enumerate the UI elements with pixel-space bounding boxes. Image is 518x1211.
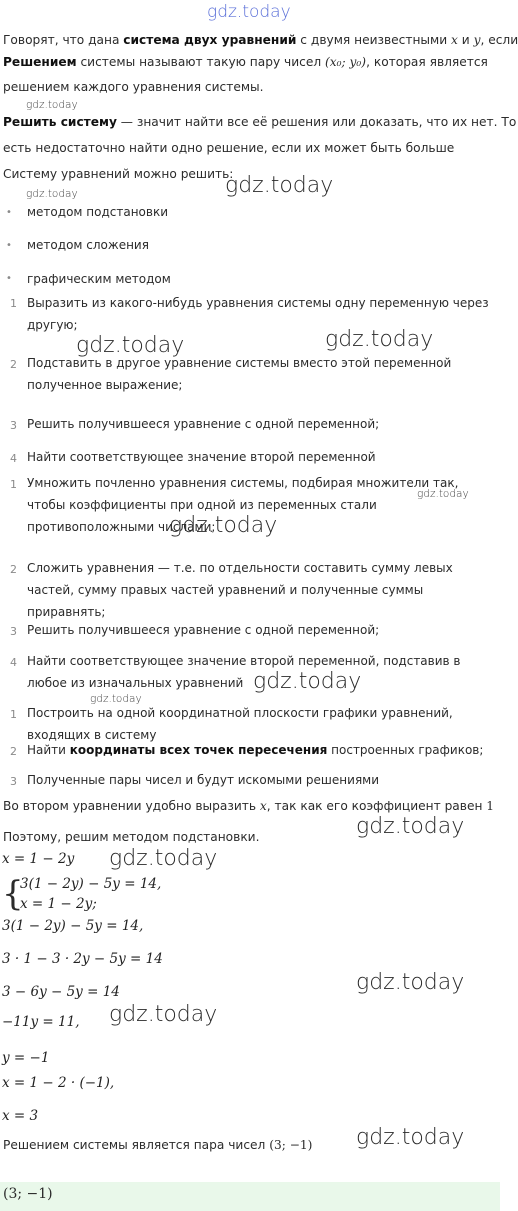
intro-text: и	[457, 33, 474, 47]
solution-pair: (3; −1)	[269, 1138, 313, 1152]
system-brace: {	[2, 874, 24, 914]
intro-text: — значит найти все её решения или доказать, что их нет. То	[116, 115, 517, 129]
watermark: gdz.today	[26, 99, 78, 111]
math-line: 3 − 6y − 5y = 14	[2, 984, 120, 1000]
step-text: Найти	[27, 743, 70, 757]
list-item	[27, 739, 492, 761]
step-number: 4	[10, 656, 17, 669]
list-item: методом подстановки	[27, 205, 169, 219]
intro-line-5: есть недостаточно найти одно решение, если их может быть больше	[3, 141, 455, 155]
intro-bold-term: система двух уравнений	[123, 33, 297, 47]
intro-line-3: решением каждого уравнения системы.	[3, 80, 264, 94]
step-number: 3	[10, 775, 17, 788]
solution-final	[3, 1134, 312, 1156]
bullet-icon: •	[6, 273, 12, 284]
math-line: 3 · 1 − 3 · 2y − 5y = 14	[2, 951, 163, 967]
step-number: 2	[10, 745, 17, 758]
intro-text: , если	[480, 33, 518, 47]
watermark: gdz.today	[356, 970, 465, 995]
var-x: x	[451, 33, 458, 47]
intro-bold-term: Решить систему	[3, 115, 117, 129]
math-line: y = −1	[2, 1050, 50, 1066]
intro-text: Говорят, что дана	[3, 33, 124, 47]
intro-line-2	[3, 51, 488, 73]
intro-line-1	[3, 29, 518, 51]
watermark: gdz.today	[356, 814, 465, 839]
watermark: gdz.today	[253, 669, 362, 694]
math-line: x = 1 − 2 · (−1),	[2, 1075, 115, 1091]
list-item: Выразить из какого-нибудь уравнения системы одну переменную через другую;	[27, 296, 489, 332]
math-line: −11y = 11,	[2, 1014, 80, 1030]
system-equation-1: 3(1 − 2y) − 5y = 14,	[20, 876, 162, 892]
intro-text: , которая является	[366, 55, 488, 69]
var-y: y	[473, 33, 481, 47]
step-number: 1	[10, 478, 17, 491]
watermark: gdz.today	[169, 513, 278, 538]
watermark: gdz.today	[90, 693, 142, 705]
list-item: Подставить в другое уравнение системы вместо этой переменной полученное выражение;	[27, 356, 452, 392]
math-line: x = 3	[2, 1108, 39, 1124]
list-item: Решить получившееся уравнение с одной переменной;	[27, 417, 380, 431]
list-item: Найти соответствующее значение второй переменной	[27, 450, 376, 464]
intro-text: с двумя неизвестными	[296, 33, 452, 47]
answer-value: (3; −1)	[3, 1186, 53, 1202]
step-bold-term: координаты всех точек пересечения	[69, 743, 328, 757]
list-item: Найти соответствующее значение второй переменной, подставив в любое из изначальных уравнений	[27, 654, 461, 690]
intro-text: системы называют такую пару чисел	[76, 55, 326, 69]
math-line: 3(1 − 2y) − 5y = 14,	[2, 918, 144, 934]
watermark-top: gdz.today	[207, 2, 291, 22]
solution-text: Во втором уравнении удобно выразить	[3, 799, 260, 813]
coefficient: 1	[486, 799, 495, 813]
watermark: gdz.today	[225, 173, 334, 198]
solution-text: , так как его коэффициент равен	[266, 799, 487, 813]
list-item: Решить получившееся уравнение с одной переменной;	[27, 623, 380, 637]
solution-line-2: Поэтому, решим методом подстановки.	[3, 830, 260, 844]
watermark: gdz.today	[109, 1002, 218, 1027]
bullet-icon: •	[6, 207, 12, 218]
watermark: gdz.today	[325, 327, 434, 352]
list-item: методом сложения	[27, 238, 149, 252]
step-number: 1	[10, 708, 17, 721]
watermark: gdz.today	[109, 846, 218, 871]
step-number: 2	[10, 563, 17, 576]
watermark: gdz.today	[76, 333, 185, 358]
list-item: Построить на одной координатной плоскости графики уравнений, входящих в систему	[27, 706, 453, 742]
watermark: gdz.today	[26, 188, 78, 200]
answer-box	[0, 1182, 500, 1211]
list-item: Умножить почленно уравнения системы, подбирая множители так, чтобы коэффициенты при одной из переменных стали противоположными числами;	[27, 476, 459, 534]
step-text: построенных графиков;	[327, 743, 484, 757]
list-item: Полученные пары чисел и будут искомыми решениями	[27, 773, 380, 787]
list-item: графическим методом	[27, 272, 171, 286]
step-number: 3	[10, 625, 17, 638]
watermark: gdz.today	[417, 488, 469, 500]
watermark: gdz.today	[356, 1125, 465, 1150]
system-equation-2: x = 1 − 2y;	[20, 896, 97, 912]
intro-bold-term: Решением	[3, 55, 77, 69]
intro-line-4	[3, 111, 516, 133]
pair-notation: (x₀; y₀)	[325, 55, 367, 69]
step-number: 2	[10, 358, 17, 371]
math-line: x = 1 − 2y	[2, 851, 75, 867]
bullet-icon: •	[6, 240, 12, 251]
var-x: x	[259, 799, 267, 813]
list-item: Сложить уравнения — т.е. по отдельности составить сумму левых частей, сумму правых частей уравнений и полученные суммы приравнять;	[27, 561, 453, 619]
step-number: 3	[10, 419, 17, 432]
solution-text: Решением системы является пара чисел	[3, 1138, 270, 1152]
step-number: 4	[10, 452, 17, 465]
intro-line-6: Систему уравнений можно решить:	[3, 167, 234, 181]
step-number: 1	[10, 297, 17, 310]
